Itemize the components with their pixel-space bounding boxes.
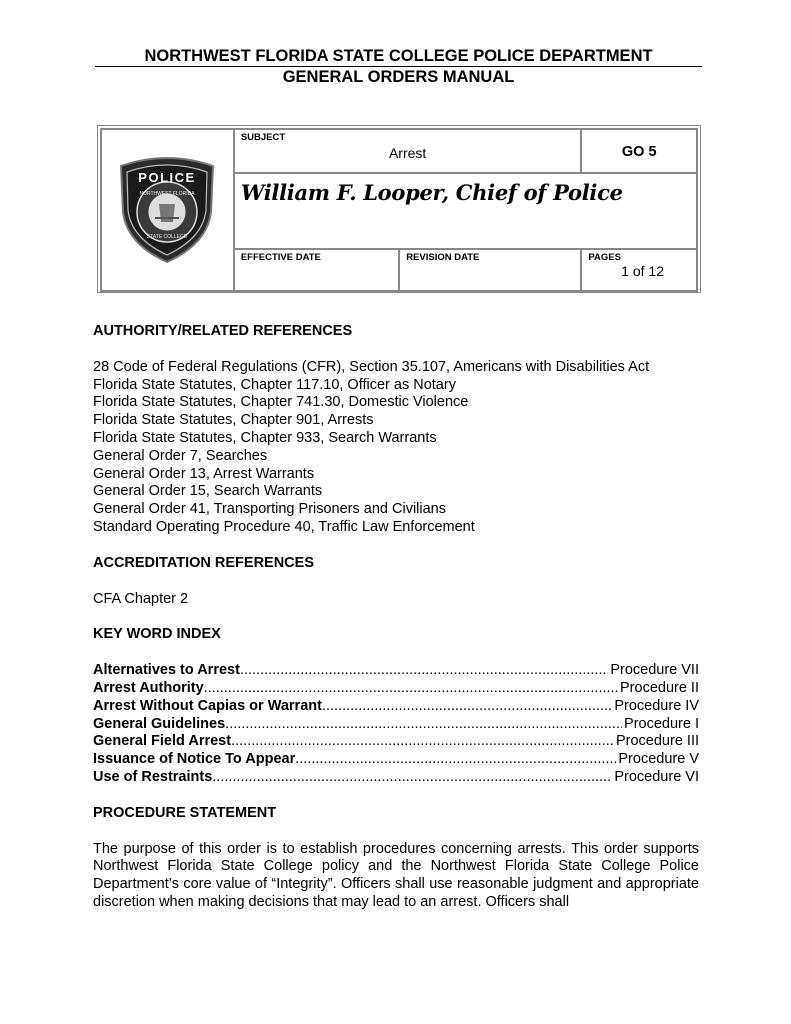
keyword-name: Issuance of Notice To Appear [93,751,296,768]
authority-heading: AUTHORITY/RELATED REFERENCES [93,323,353,339]
dot-leader [204,680,618,698]
revision-date-cell [399,249,581,291]
authority-item: General Order 7, Searches [93,447,268,464]
general-order-number: GO 5 [621,144,657,160]
effective-date-cell [234,249,399,291]
keyword-index-row [93,698,699,716]
subject-label: SUBJECT [240,132,286,143]
keyword-index-list [93,662,699,787]
authority-item: Florida State Statutes, Chapter 741.30, Domestic Violence [93,394,469,411]
keyword-index-row [93,751,699,769]
authority-item: General Order 15, Search Warrants [93,483,323,500]
keyword-name: Arrest Without Capias or Warrant [93,697,322,714]
document-body [93,323,699,912]
signature-cell [234,173,697,249]
info-box [100,128,698,292]
keyword-name: General Field Arrest [93,733,232,750]
keyword-procedure: Procedure IV [614,697,699,714]
keyword-procedure: Procedure I [624,715,699,732]
subject-value: Arrest [388,145,427,161]
department-title: NORTHWEST FLORIDA STATE COLLEGE POLICE DEPARTMENT [95,47,702,67]
authority-list [93,359,699,537]
dot-leader [295,751,616,769]
dot-leader [225,716,622,734]
badge-police-text: POLICE [138,169,197,185]
police-badge-logo [115,152,219,264]
accreditation-text: CFA Chapter 2 [93,590,189,607]
keyword-index-row [93,769,699,787]
dot-leader [231,733,614,751]
keyword-index-row [93,716,699,734]
dot-leader [322,698,612,716]
subject-cell [234,129,582,173]
accreditation-heading: ACCREDITATION REFERENCES [93,554,314,571]
badge-ring-top-text: NORTHWEST FLORIDA [139,190,195,197]
authority-item: 28 Code of Federal Regulations (CFR), Section 35.107, Americans with Disabilities Act [93,358,650,375]
keyword-name: General Guidelines [93,715,226,732]
authority-item: General Order 41, Transporting Prisoners and Civilians [93,501,446,518]
procedure-statement-heading: PROCEDURE STATEMENT [93,804,277,821]
badge-ring-bottom-text: STATE COLLEGE [147,233,188,240]
badge-cell [101,129,234,291]
pages-label: PAGES [588,252,621,263]
keyword-name: Alternatives to Arrest [93,662,240,679]
keyword-procedure: Procedure III [615,733,699,750]
revision-date-label: REVISION DATE [406,252,480,263]
pages-value: 1 of 12 [621,263,664,279]
authority-item: General Order 13, Arrest Warrants [93,465,315,482]
keyword-index-row [93,662,699,680]
chief-signature: William F. Looper, Chief of Police [240,180,623,205]
keyword-name: Use of Restraints [93,768,213,785]
authority-item: Florida State Statutes, Chapter 117.10, Officer as Notary [93,376,456,393]
keyword-procedure: Procedure VII [610,662,699,679]
keyword-index-row [93,680,699,698]
document-header [95,47,702,87]
authority-item: Florida State Statutes, Chapter 933, Search Warrants [93,429,437,446]
keyword-index-row [93,733,699,751]
keyword-name: Arrest Authority [93,679,204,696]
authority-item: Standard Operating Procedure 40, Traffic Law Enforcement [93,518,475,535]
dot-leader [240,662,608,680]
pages-cell [581,249,697,291]
dot-leader [212,769,612,787]
keyword-procedure: Procedure VI [614,768,699,785]
manual-title: GENERAL ORDERS MANUAL [282,68,515,86]
authority-item: Florida State Statutes, Chapter 901, Arrests [93,412,374,429]
effective-date-label: EFFECTIVE DATE [240,252,321,263]
keyword-procedure: Procedure V [618,751,699,768]
keyword-index-heading: KEY WORD INDEX [93,626,221,643]
go-number-cell [581,129,697,173]
keyword-procedure: Procedure II [620,679,699,696]
procedure-statement-text: The purpose of this order is to establish procedures concerning arrests. This order supports Northwest Florida State College policy and the Northwest Florida State College Police Department’s core value of “Integrity”. Officers shall use reasonable judgment and appropriate discretion when making decisions that may lead to an arrest. Officers shall [93,840,699,910]
